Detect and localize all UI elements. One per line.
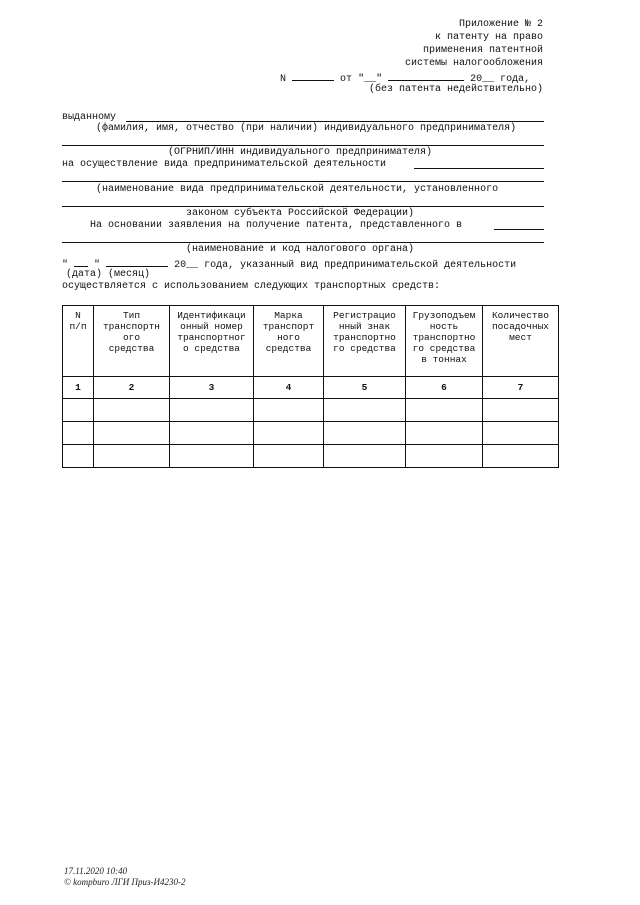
table-cell[interactable] [170,422,254,445]
table-cell[interactable] [170,445,254,468]
number-prefix: N [280,74,287,85]
activity-label: на осуществление вида предпринимательской деятельности [62,159,387,170]
table-cell[interactable] [254,445,324,468]
col-header-type: Тип транспортн ого средства [94,306,170,377]
column-number-row [63,377,559,399]
table-cell[interactable] [324,422,406,445]
table-cell[interactable] [406,445,483,468]
table-cell[interactable] [324,399,406,422]
date-day: __ [364,74,377,85]
month-blank [388,71,464,81]
table-cell[interactable] [63,399,94,422]
table-cell[interactable] [406,399,483,422]
date-year-text: 20__ года, указанный вид предпринимательской деятельности [174,260,517,271]
appendix-title: Приложение № 2 [458,19,543,30]
column-number: 6 [406,377,483,399]
ogrn-underline [62,145,544,146]
patent-number-blank [292,71,334,81]
table-cell[interactable] [254,399,324,422]
column-number: 5 [324,377,406,399]
table-row [63,422,559,445]
transport-table [62,305,559,468]
table-cell[interactable] [63,445,94,468]
basis-underline-2 [62,242,544,243]
table-row [63,399,559,422]
date-open-quote: " [62,260,69,271]
column-number: 2 [94,377,170,399]
col-header-brand: Марка транспорт ного средства [254,306,324,377]
table-cell[interactable] [94,445,170,468]
appendix-line-4: системы налогообложения [404,58,543,69]
date-quote-open: " [358,74,365,85]
table-cell[interactable] [483,445,559,468]
fio-underline [126,121,544,122]
issued-to-label: выданному [62,112,117,123]
table-cell[interactable] [483,399,559,422]
date-quote-close: " [376,74,383,85]
fio-caption: (фамилия, имя, отчество (при наличии) индивидуального предпринимателя) [96,123,517,134]
table-cell[interactable] [94,399,170,422]
column-number: 4 [254,377,324,399]
table-cell[interactable] [63,422,94,445]
table-header-row [63,306,559,377]
year-label: 20__ года, [470,74,531,85]
col-header-plate: Регистрацио нный знак транспортно го средства [324,306,406,377]
activity-underline-2 [62,181,544,182]
appendix-line-2: к патенту на право [434,32,543,43]
table-cell[interactable] [406,422,483,445]
month-blank-2 [106,257,168,267]
col-header-seats: Количество посадочных мест [483,306,559,377]
date-caption: (дата) (месяц) [66,269,151,280]
date-close-quote: " [94,260,101,271]
tax-office-caption: (наименование и код налогового органа) [186,244,415,255]
column-number: 7 [483,377,559,399]
table-cell[interactable] [324,445,406,468]
activity-underline-1 [414,168,544,169]
transport-intro: осуществляется с использованием следующих транспортных средств: [62,281,441,292]
validity-note: (без патента недействительно) [368,84,543,95]
table-row [63,445,559,468]
col-header-vin: Идентификаци онный номер транспортног о средства [170,306,254,377]
appendix-line-3: применения патентной [422,45,543,56]
basis-label: На основании заявления на получение патента, представленного в [90,220,463,231]
table-cell[interactable] [254,422,324,445]
basis-underline-1 [494,229,544,230]
col-header-capacity: Грузоподъем ность транспортно го средства в тоннах [406,306,483,377]
column-number: 1 [63,377,94,399]
activity-caption-1: (наименование вида предпринимательской деятельности, установленного [96,184,499,195]
day-blank [74,257,88,267]
activity-caption-2: законом субъекта Российской Федерации) [186,208,415,219]
ogrn-caption: (ОГРНИП/ИНН индивидуального предпринимателя) [168,147,433,158]
footer-source: © kompburo ЛГИ Приз-И4230-2 [64,877,186,887]
col-header-n: N п/п [63,306,94,377]
table-cell[interactable] [483,422,559,445]
table-cell[interactable] [170,399,254,422]
from-label: от [340,74,353,85]
activity-underline-3 [62,206,544,207]
table-cell[interactable] [94,422,170,445]
column-number: 3 [170,377,254,399]
footer-timestamp: 17.11.2020 10:40 [64,866,128,876]
